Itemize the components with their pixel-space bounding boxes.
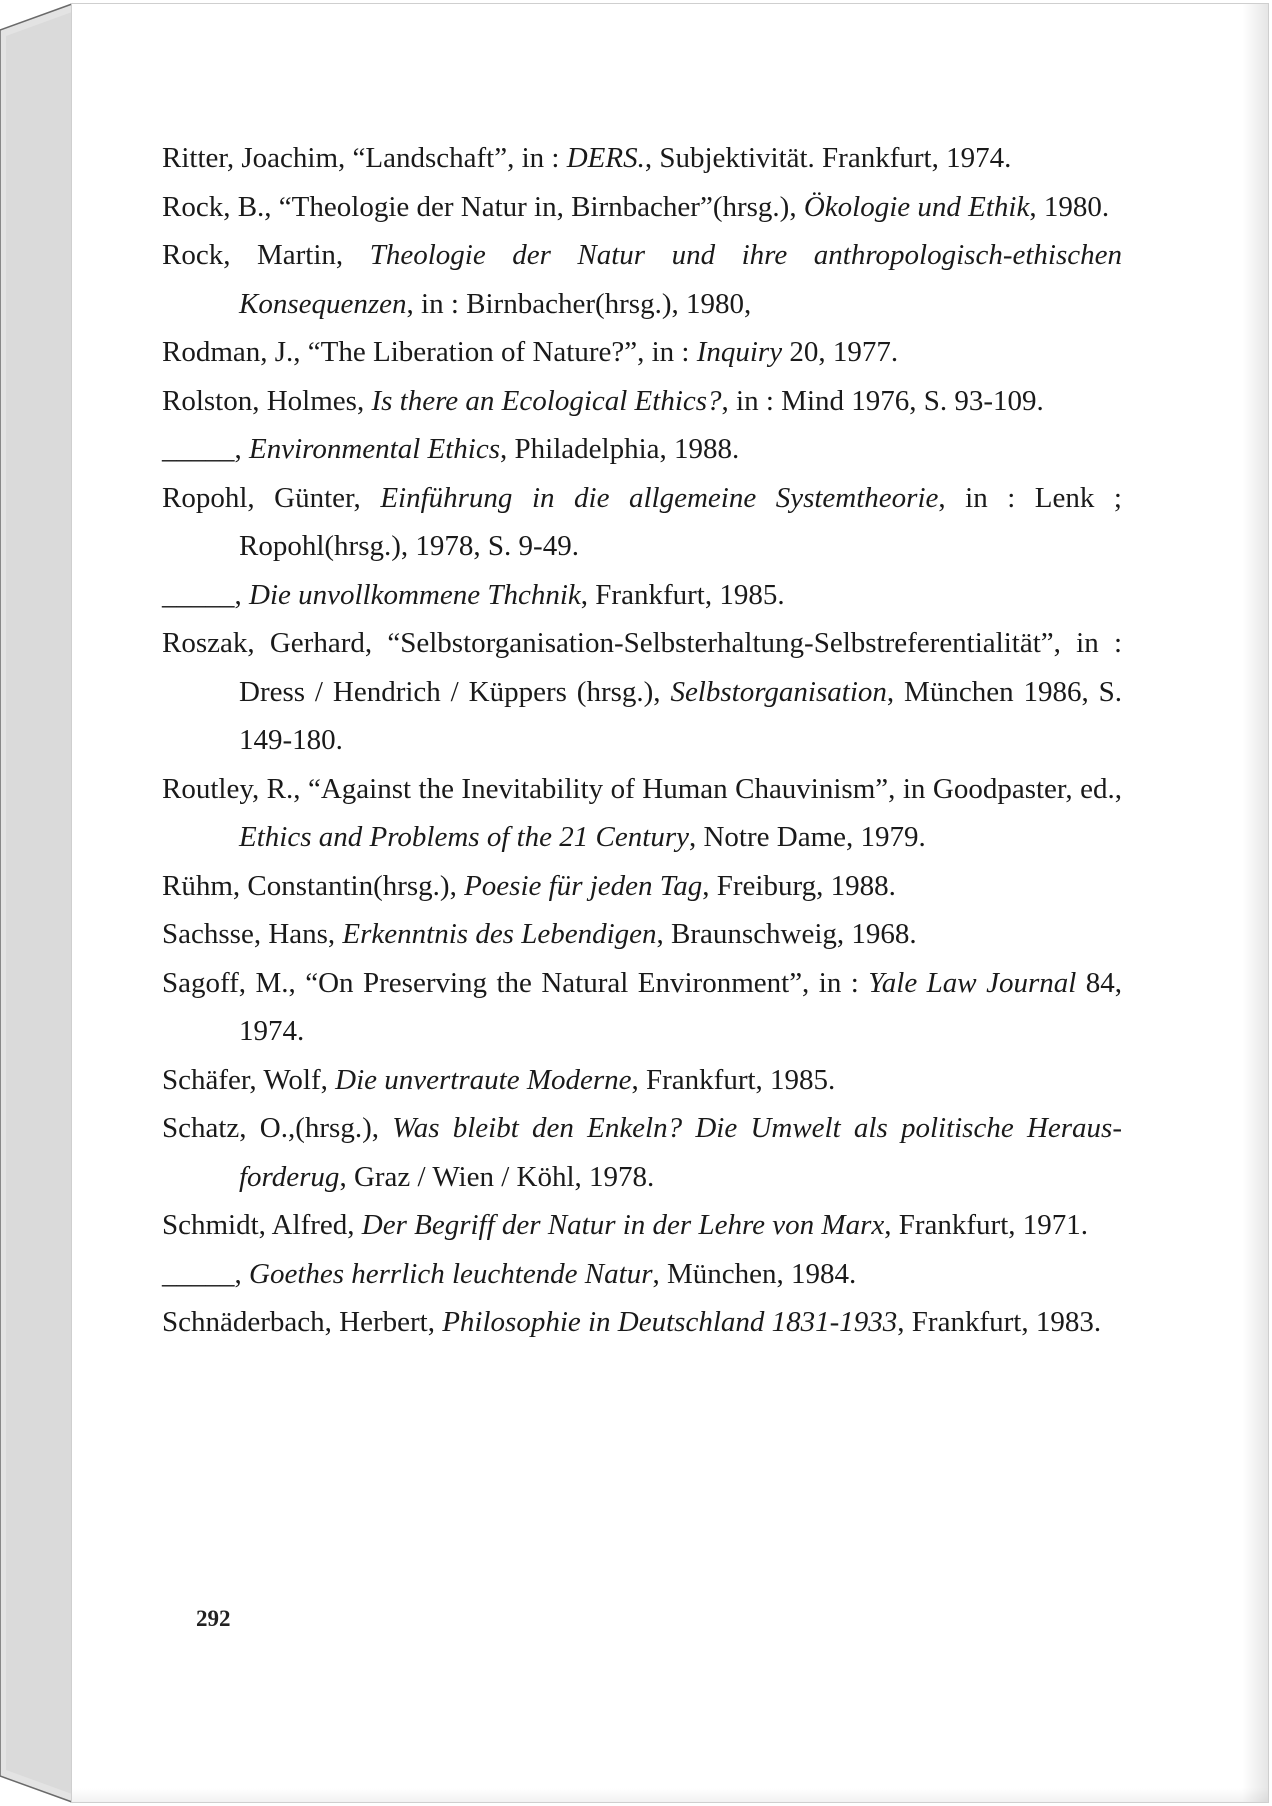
entry-text: Schäfer, Wolf, bbox=[162, 1063, 336, 1096]
bibliography-entry bbox=[162, 425, 1122, 474]
entry-text: Ropohl, Günter, bbox=[162, 481, 381, 514]
entry-text: , Frankfurt, 1983. bbox=[897, 1306, 1102, 1338]
bibliography-entry bbox=[162, 571, 1122, 620]
bibliography-entry bbox=[162, 1201, 1122, 1250]
entry-text: , Freiburg, 1988. bbox=[702, 869, 896, 902]
entry-text: , in : Birnbacher(hrsg.), 1980, bbox=[406, 287, 752, 320]
entry-title-italic: Poesie für jeden Tag bbox=[464, 869, 703, 902]
bibliography-entry bbox=[162, 1056, 1122, 1105]
bibliography-entry bbox=[162, 910, 1122, 959]
page-edge-shadow bbox=[1242, 4, 1268, 1802]
entry-text: , Frankfurt, 1971. bbox=[884, 1209, 1089, 1241]
bibliography-entry bbox=[162, 765, 1122, 862]
entry-text: , Frankfurt, 1985. bbox=[580, 578, 785, 611]
entry-text: 20, 1977. bbox=[782, 336, 899, 368]
entry-text: Rock, B., “Theologie der Natur in, Birnbacher”(hrsg.), bbox=[162, 190, 804, 223]
entry-text: , 1980. bbox=[1029, 190, 1110, 223]
bibliography-list bbox=[162, 134, 1122, 1347]
entry-text: Sachsse, Hans, bbox=[162, 918, 343, 950]
entry-text: Rock, Martin, bbox=[162, 239, 370, 271]
entry-text: , Frankfurt, 1985. bbox=[631, 1063, 836, 1096]
entry-title-italic: Ethics and Problems of the 21 Century bbox=[239, 821, 689, 853]
entry-title-italic: Die unvertraute Moderne bbox=[335, 1063, 632, 1096]
entry-title-italic: Ökologie und Ethik bbox=[803, 190, 1030, 223]
entry-text: _____, bbox=[162, 433, 249, 465]
bibliography-entry bbox=[162, 1104, 1122, 1201]
bibliography-entry bbox=[162, 1298, 1122, 1347]
bibliography-entry bbox=[162, 134, 1122, 183]
entry-text: , Notre Dame, 1979. bbox=[688, 821, 926, 853]
entry-text: , Subjektivität. Frankfurt, 1974. bbox=[644, 142, 1012, 174]
entry-text: , Philadelphia, 1988. bbox=[500, 433, 740, 465]
entry-title-italic: Einführung in die allgemeine Systemtheorie bbox=[380, 481, 939, 514]
entry-title-italic: Erkenntnis des Lebendigen bbox=[342, 918, 657, 950]
bibliography-entry bbox=[162, 231, 1122, 328]
entry-title-italic: Goethes herrlich leuchtende Natur bbox=[249, 1257, 653, 1290]
entry-text: Ritter, Joachim, “Landschaft”, in : bbox=[162, 142, 567, 174]
entry-title-italic: Selbstorganisation bbox=[670, 675, 887, 708]
bibliography-entry bbox=[162, 862, 1122, 911]
entry-title-italic: Philosophie in Deutschland 1831-1933 bbox=[442, 1306, 898, 1338]
entry-title-italic: DERS. bbox=[566, 142, 645, 174]
entry-text: 84, 1974. bbox=[239, 966, 1122, 1047]
entry-text: , Braunschweig, 1968. bbox=[656, 918, 917, 950]
entry-title-italic: Theologie der Natur und ihre anthropologisch-ethischen Konsequenzen bbox=[239, 239, 1122, 320]
page-bottom-shadow bbox=[72, 1788, 1268, 1802]
bibliography-entry bbox=[162, 328, 1122, 377]
entry-text: , in : Mind 1976, S. 93-109. bbox=[721, 384, 1044, 417]
bibliography-entry bbox=[162, 959, 1122, 1056]
bibliography-entry bbox=[162, 474, 1122, 571]
entry-title-italic: Die unvollkommene Thchnik bbox=[249, 578, 581, 611]
entry-text: Schatz, O.,(hrsg.), bbox=[162, 1112, 393, 1144]
entry-text: , München 1986, S. 149-180. bbox=[239, 675, 1122, 756]
entry-title-italic: Was bleibt den Enkeln? Die Umwelt als politische Heraus-forderug bbox=[239, 1112, 1122, 1193]
entry-title-italic: Der Begriff der Natur in der Lehre von Marx bbox=[361, 1209, 885, 1241]
entry-text: Routley, R., “Against the Inevitability of Human Chauvinism”, in Goodpaster, ed., bbox=[162, 772, 1122, 805]
bibliography-entry bbox=[162, 619, 1122, 765]
page-number: 292 bbox=[196, 1606, 231, 1631]
bibliography-entry bbox=[162, 183, 1122, 232]
entry-text: Schnäderbach, Herbert, bbox=[162, 1306, 443, 1338]
entry-text: Rühm, Constantin(hrsg.), bbox=[162, 869, 465, 902]
entry-text: , München, 1984. bbox=[652, 1257, 857, 1290]
entry-text: Rodman, J., “The Liberation of Nature?”, in : bbox=[162, 336, 697, 368]
entry-title-italic: Is there an Ecological Ethics? bbox=[371, 384, 722, 417]
entry-text: Sagoff, M., “On Preserving the Natural Environment”, in : bbox=[162, 966, 869, 999]
entry-text: Schmidt, Alfred, bbox=[162, 1209, 362, 1241]
entry-title-italic: Inquiry bbox=[696, 336, 783, 368]
entry-text: , Graz / Wien / Köhl, 1978. bbox=[339, 1160, 655, 1193]
bibliography-entry bbox=[162, 1250, 1122, 1299]
entry-text: _____, bbox=[162, 1257, 249, 1290]
entry-text: , in : Lenk ; Ropohl(hrsg.), 1978, S. 9-49. bbox=[239, 481, 1122, 562]
bibliography-entry bbox=[162, 377, 1122, 426]
entry-title-italic: Environmental Ethics bbox=[249, 433, 501, 465]
entry-title-italic: Yale Law Journal bbox=[868, 966, 1077, 999]
entry-text: Rolston, Holmes, bbox=[162, 384, 372, 417]
entry-text: _____, bbox=[162, 578, 249, 611]
entry-text: Roszak, Gerhard, “Selbstorganisation-Selbsterhaltung-Selbstreferentialität”, in : Dress / Hendrich / Küppers (hrsg.), bbox=[162, 627, 1122, 708]
